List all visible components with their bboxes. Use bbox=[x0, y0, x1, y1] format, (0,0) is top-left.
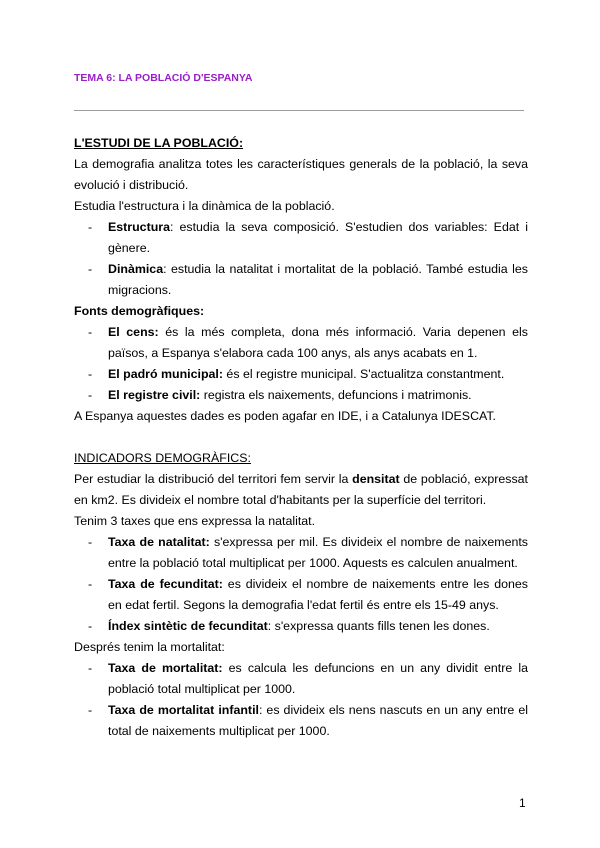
text-before: Per estudiar la distribució del territori fem servir la bbox=[74, 472, 353, 486]
list-dash: - bbox=[88, 388, 93, 402]
paragraph-espanya: A Espanya aquestes dades es poden agafar en IDE, i a Catalunya IDESCAT. bbox=[74, 409, 496, 423]
document-title: TEMA 6: LA POBLACIÓ D'ESPANYA bbox=[74, 72, 253, 84]
spacer bbox=[74, 427, 528, 448]
list-term: Índex sintètic de fecunditat bbox=[108, 619, 268, 633]
list-term: Taxa de mortalitat: bbox=[108, 661, 223, 675]
sources-heading: Fonts demogràfiques: bbox=[74, 304, 205, 318]
list-item bbox=[74, 322, 528, 364]
list-dash: - bbox=[88, 367, 93, 381]
list-dash: - bbox=[88, 262, 93, 276]
paragraph-demografia: La demografia analitza totes les característiques generals de la població, la seva evolució i distribució. bbox=[74, 157, 528, 192]
list-text: és la més completa, dona més informació. Varia depenen els països, a Espanya s'elabora cada 100 anys, als anys acabats en 1. bbox=[108, 325, 528, 360]
list-dash: - bbox=[88, 577, 93, 591]
paragraph-natalitat: Tenim 3 taxes que ens expressa la natalitat. bbox=[74, 514, 316, 528]
list-term: Dinàmica bbox=[108, 262, 164, 276]
list-term: El cens: bbox=[108, 325, 159, 339]
list-text: : estudia la seva composició. S'estudien dos variables: Edat i gènere. bbox=[108, 220, 528, 255]
list-item bbox=[74, 574, 528, 616]
list-item bbox=[74, 616, 528, 637]
list-text: : s'expressa quants fills tenen les dones. bbox=[267, 619, 490, 633]
list-term: El padró municipal: bbox=[108, 367, 223, 381]
list-term: Taxa de fecunditat: bbox=[108, 577, 223, 591]
natality-list bbox=[74, 532, 528, 637]
list-text: : es divideix els nens nascuts en un any entre el total de naixements multiplicat per 1000. bbox=[108, 703, 528, 738]
list-item bbox=[74, 658, 528, 700]
list-term: Taxa de natalitat: bbox=[108, 535, 210, 549]
list-dash: - bbox=[88, 661, 93, 675]
list-dash: - bbox=[88, 325, 93, 339]
sources-list bbox=[74, 322, 528, 406]
list-item bbox=[74, 532, 528, 574]
paragraph-mortalitat: Després tenim la mortalitat: bbox=[74, 640, 225, 654]
list-item bbox=[74, 259, 528, 301]
study-list bbox=[74, 217, 528, 301]
list-text: es divideix el nombre de naixements entre les dones en edat fertil. Segons la demografia l'edat fertil és entre els 15-49 anys. bbox=[108, 577, 528, 612]
paragraph-estudia: Estudia l'estructura i la dinàmica de la població. bbox=[74, 199, 335, 213]
title-divider bbox=[74, 110, 524, 111]
list-dash: - bbox=[88, 535, 93, 549]
list-item bbox=[74, 364, 528, 385]
list-dash: - bbox=[88, 703, 93, 717]
list-item bbox=[74, 217, 528, 259]
list-term: Estructura bbox=[108, 220, 170, 234]
paragraph-densitat bbox=[74, 469, 528, 511]
page-number: 1 bbox=[519, 796, 526, 810]
list-term: El registre civil: bbox=[108, 388, 201, 402]
list-item bbox=[74, 385, 528, 406]
list-dash: - bbox=[88, 619, 93, 633]
list-item bbox=[74, 700, 528, 742]
list-text: es calcula les defuncions en un any dividit entre la població total multiplicat per 1000. bbox=[108, 661, 528, 696]
mortality-list bbox=[74, 658, 528, 742]
list-text: s'expressa per mil. Es divideix el nombre de naixements entre la població total multiplicat per 1000. Aquests es calculen anualment. bbox=[108, 535, 528, 570]
section-heading-indicadors: INDICADORS DEMOGRÀFICS: bbox=[74, 451, 251, 465]
list-text: : estudia la natalitat i mortalitat de la població. També estudia les migracions. bbox=[108, 262, 528, 297]
document-body bbox=[74, 133, 528, 742]
text-after: de població, expressat en km2. Es divideix el nombre total d'habitants per la superfície del territori. bbox=[74, 472, 528, 507]
list-text: és el registre municipal. S'actualitza constantment. bbox=[222, 367, 505, 381]
list-dash: - bbox=[88, 220, 93, 234]
densitat-term: densitat bbox=[352, 472, 400, 486]
section-heading-estudi: L'ESTUDI DE LA POBLACIÓ: bbox=[74, 136, 244, 150]
list-term: Taxa de mortalitat infantil bbox=[108, 703, 259, 717]
list-text: registra els naixements, defuncions i matrimonis. bbox=[200, 388, 472, 402]
